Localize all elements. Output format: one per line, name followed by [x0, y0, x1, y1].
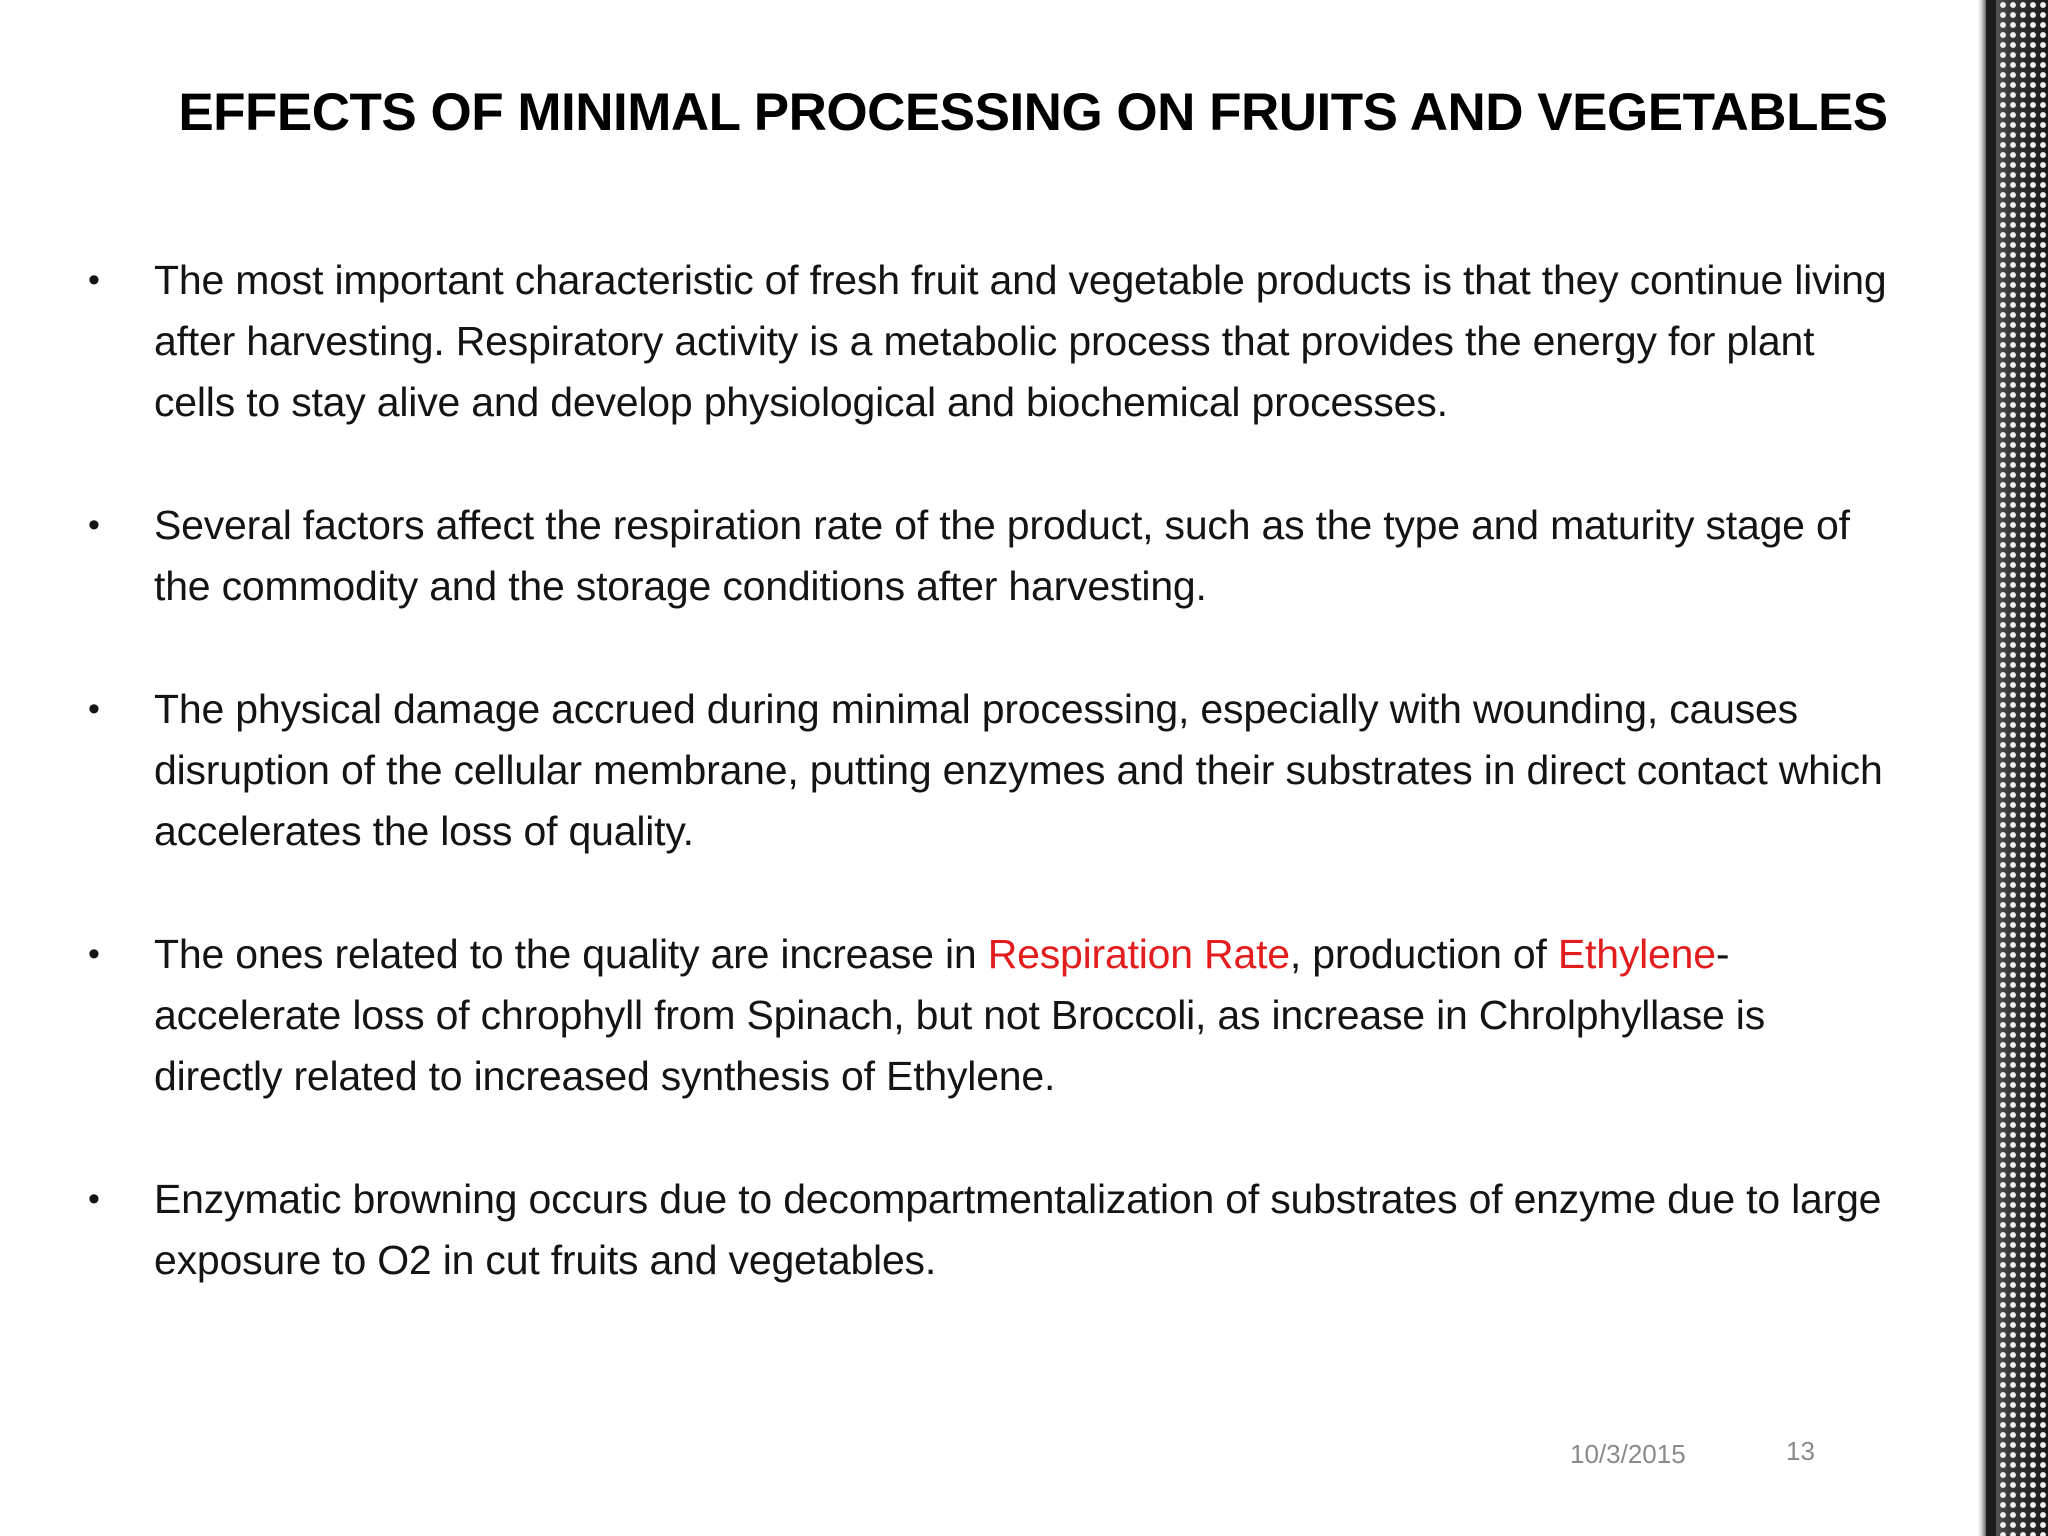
bullet-text-part: The ones related to the quality are increase in — [154, 931, 988, 977]
footer-date: 10/3/2015 — [1570, 1439, 1686, 1469]
bullet-text: Several factors affect the respiration rate of the product, such as the type and maturity stage of the commodity and the storage conditions after harvesting. — [154, 502, 1850, 609]
bullet-point-icon: • — [88, 1180, 100, 1218]
bullet-text: Enzymatic browning occurs due to decompartmentalization of substrates of enzyme due to large exposure to O2 in cut fruits and vegetables. — [154, 1176, 1882, 1283]
footer-page-number: 13 — [1786, 1436, 1815, 1466]
bullet-point-icon: • — [88, 506, 100, 544]
bullet-point-icon: • — [88, 690, 100, 728]
bullet-item-5 — [0, 1169, 1960, 1291]
decorative-side-strip — [1978, 0, 2048, 1536]
bullet-item-1 — [0, 250, 1960, 433]
bullet-item-2 — [0, 495, 1960, 617]
bullet-text: The most important characteristic of fresh fruit and vegetable products is that they continue living after harvesting. Respiratory activity is a metabolic process that provides the energy for plant cells to stay alive and develop physiological and biochemical processes. — [154, 257, 1887, 425]
bullet-point-icon: • — [88, 935, 100, 973]
slide-title: EFFECTS OF MINIMAL PROCESSING ON FRUITS AND VEGETABLES — [178, 83, 1888, 142]
bullet-list — [0, 250, 1960, 1353]
bullet-text-part: , production of — [1289, 931, 1558, 977]
highlight-ethylene: Ethylene — [1557, 931, 1716, 977]
bullet-text-part: - accelerate loss of chrophyll from Spinach, but not Broccoli, as increase in Chrolphyllase is directly related to increased synthesis of Ethylene. — [154, 931, 1765, 1099]
bullet-item-4 — [0, 924, 1960, 1107]
bullet-point-icon: • — [88, 261, 100, 299]
highlight-respiration-rate: Respiration Rate — [987, 931, 1290, 977]
bullet-item-3 — [0, 679, 1960, 862]
bullet-text: The physical damage accrued during minimal processing, especially with wounding, causes disruption of the cellular membrane, putting enzymes and their substrates in direct contact which accelerates the loss of quality. — [154, 686, 1883, 854]
